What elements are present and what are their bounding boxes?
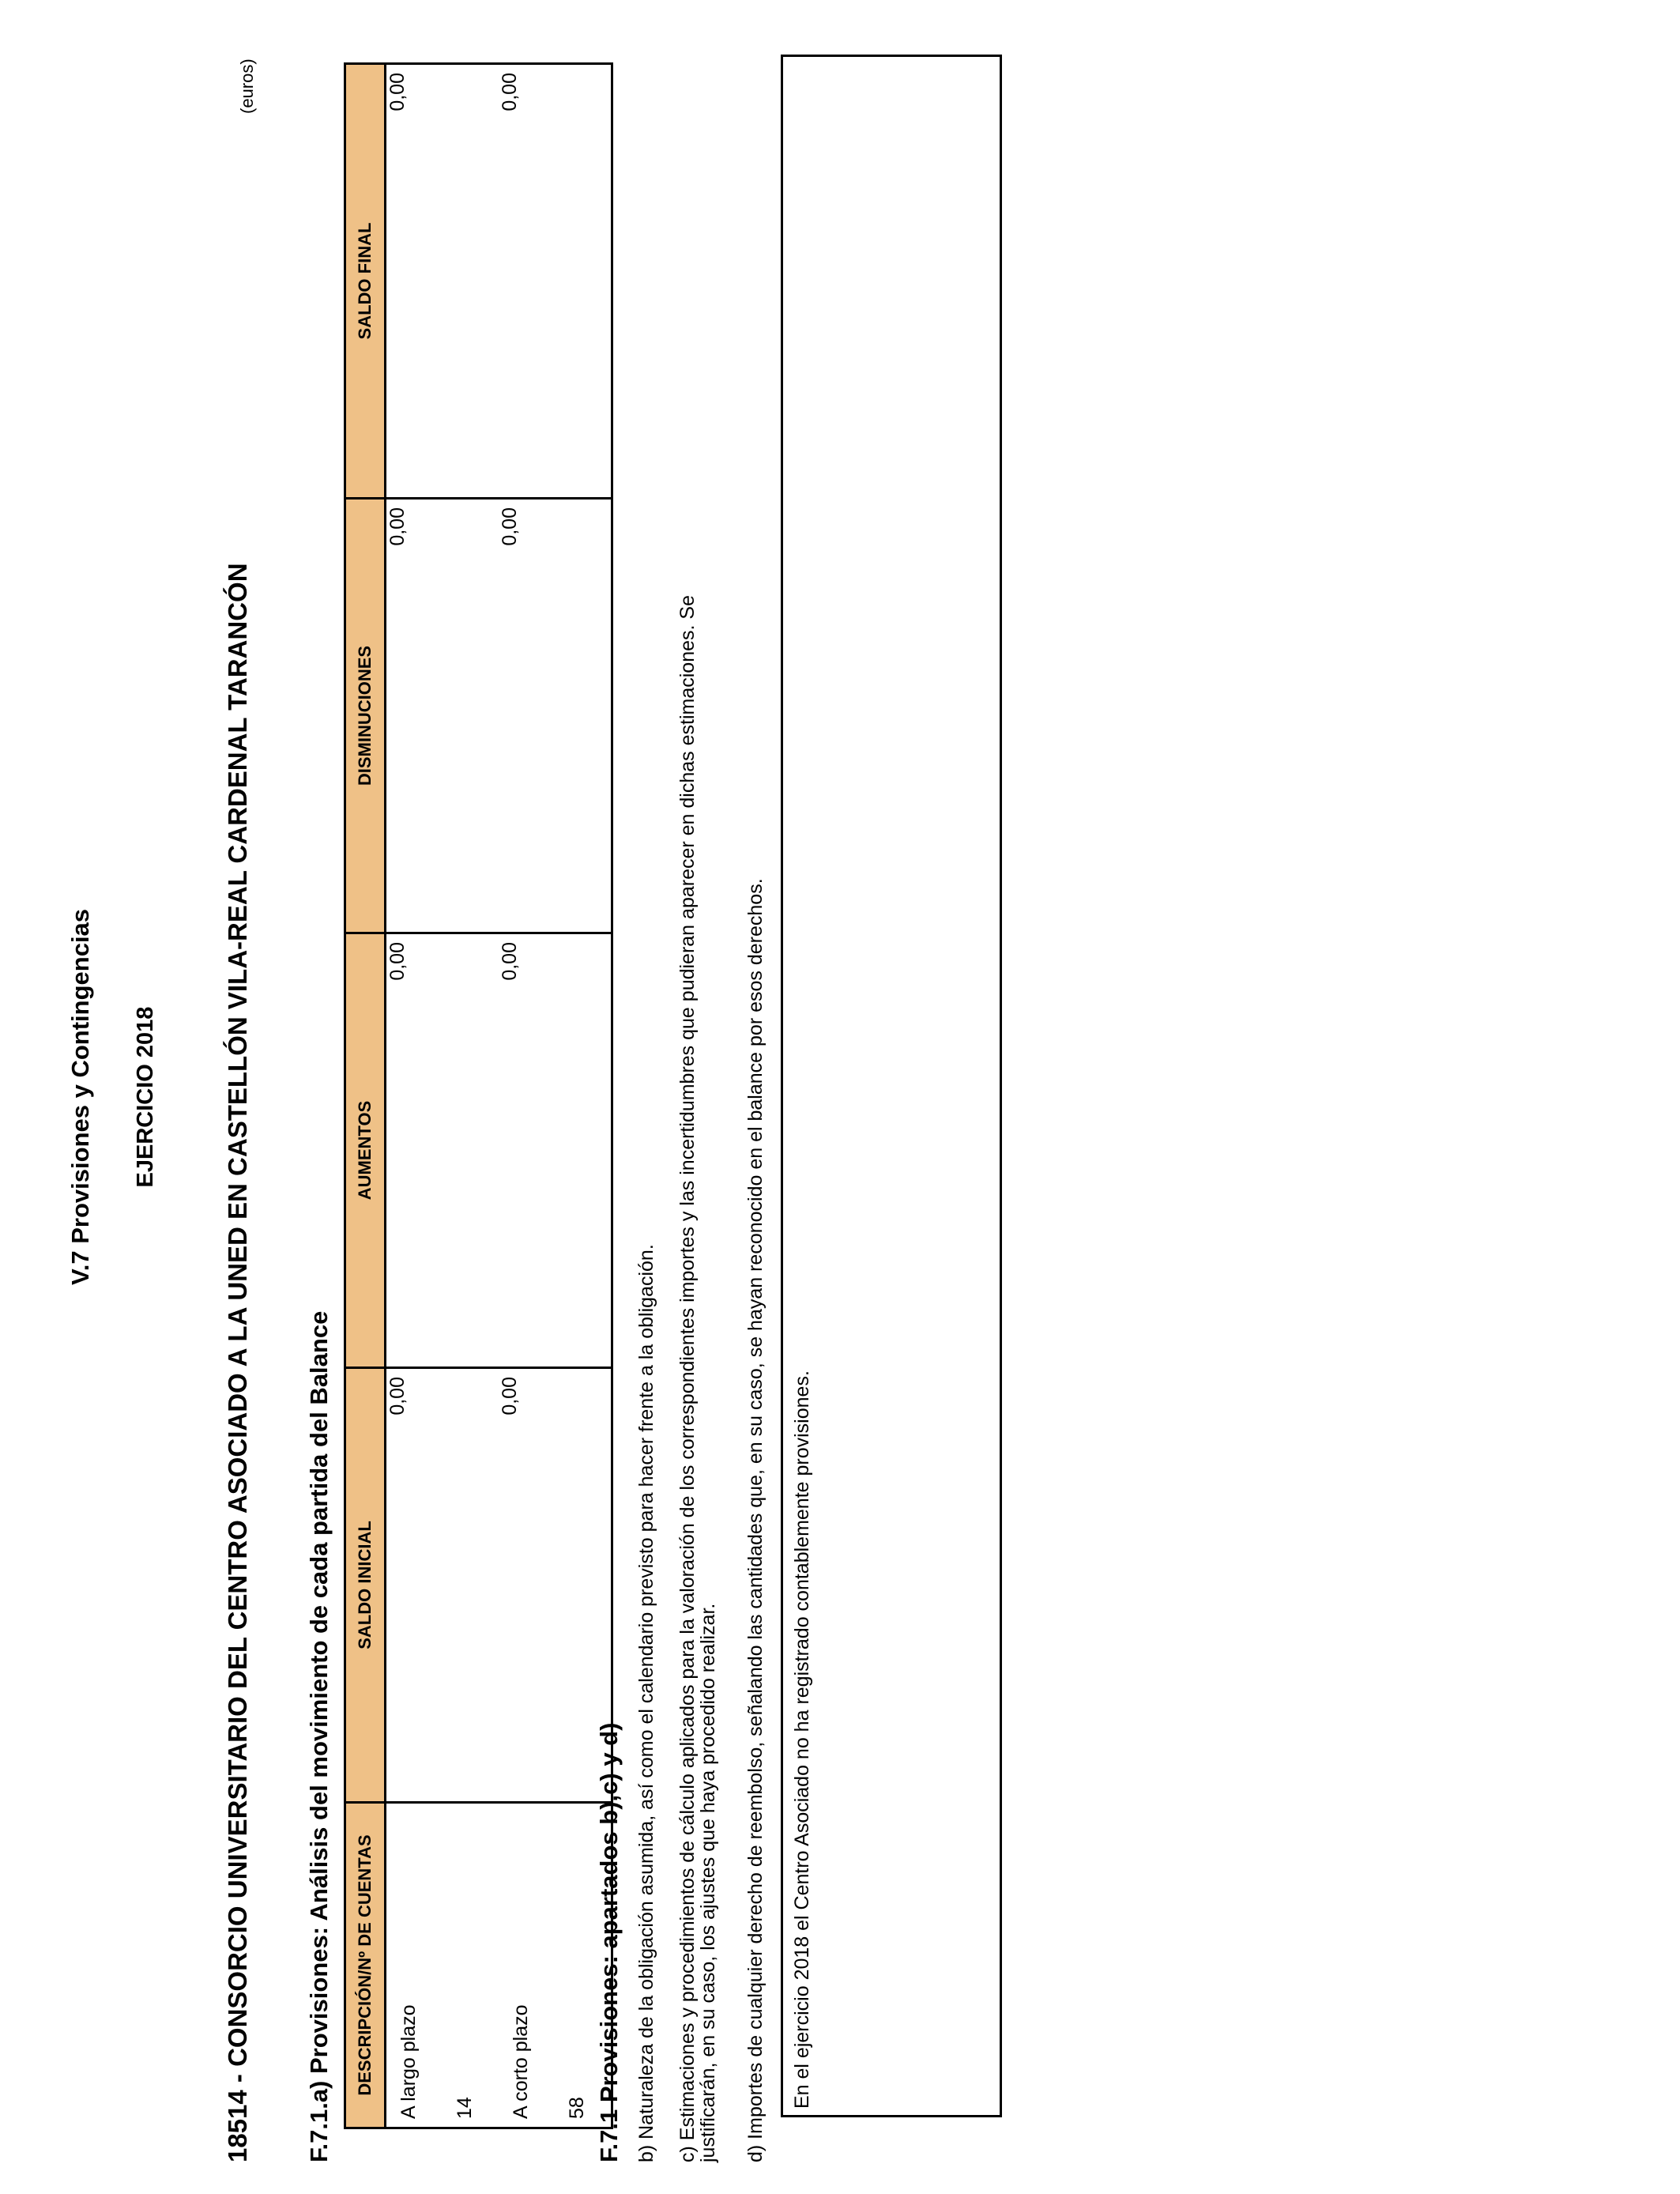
cell-saldo-inicial: 0,00 — [499, 1368, 555, 1803]
paragraph-c-line1: c) Estimaciones y procedimientos de cálculo aplicados para la valoración de los correspondientes importes y las incertidumbres que pudieran aparecer en dichas estimaciones. Se — [676, 595, 699, 2162]
cell-aumentos: 0,00 — [499, 933, 555, 1368]
row-description: A corto plazo — [499, 1803, 555, 2128]
cell-saldo-final: 0,00 — [386, 64, 443, 499]
cell-saldo-final: 0,00 — [499, 64, 555, 499]
cell-disminuciones: 0,00 — [386, 499, 443, 933]
cell-disminuciones: 0,00 — [499, 499, 555, 933]
page-subtitle: EJERCICIO 2018 — [133, 1006, 158, 1188]
paragraph-b: b) Naturaleza de la obligación asumida, así como el calendario previsto para hacer frente a la obligación. — [635, 1244, 657, 2162]
column-header-disminuciones: DISMINUCIONES — [345, 499, 386, 933]
paragraph-d: d) Importes de cualquier derecho de reembolso, señalando las cantidades que, en su caso, se hayan reconocido en el balance por esos derechos. — [744, 878, 767, 2162]
provisions-table — [344, 62, 613, 2129]
note-text: En el ejercicio 2018 el Centro Asociado no ha registrado contablemente provisiones. — [791, 1370, 813, 2109]
units-label: (euros) — [237, 58, 257, 114]
column-header-description: DESCRIPCIÓN/Nº DE CUENTAS — [345, 1803, 386, 2128]
entity-heading: 18514 - CONSORCIO UNIVERSITARIO DEL CENTRO ASOCIADO A LA UNED EN CASTELLÓN VILA-REAL CARDENAL TARANCÓN — [223, 563, 252, 2162]
cell-aumentos: 0,00 — [386, 933, 443, 1368]
section-a-title: F.7.1.a) Provisiones: Análisis del movimiento de cada partida del Balance — [305, 1310, 333, 2162]
row-description: A largo plazo — [386, 1803, 443, 2128]
table-row — [386, 64, 443, 2128]
table-row — [499, 64, 555, 2128]
cell-saldo-inicial: 0,00 — [386, 1368, 443, 1803]
row-account-number: 14 — [443, 1803, 499, 2128]
table-header-row — [345, 64, 386, 2128]
column-header-saldo-inicial: SALDO INICIAL — [345, 1368, 386, 1803]
section-b-title: F.7.1 Provisiones: apartados b),c) y d) — [595, 1722, 623, 2162]
page-title: V.7 Provisiones y Contingencias — [66, 908, 94, 1286]
column-header-saldo-final: SALDO FINAL — [345, 64, 386, 499]
table-row — [443, 64, 499, 2128]
column-header-aumentos: AUMENTOS — [345, 933, 386, 1368]
row-account-number: 58 — [555, 1803, 612, 2128]
paragraph-c-line2: justificarán, en su caso, los ajustes que haya procedido realizar. — [697, 1603, 719, 2162]
note-box — [781, 55, 1002, 2117]
